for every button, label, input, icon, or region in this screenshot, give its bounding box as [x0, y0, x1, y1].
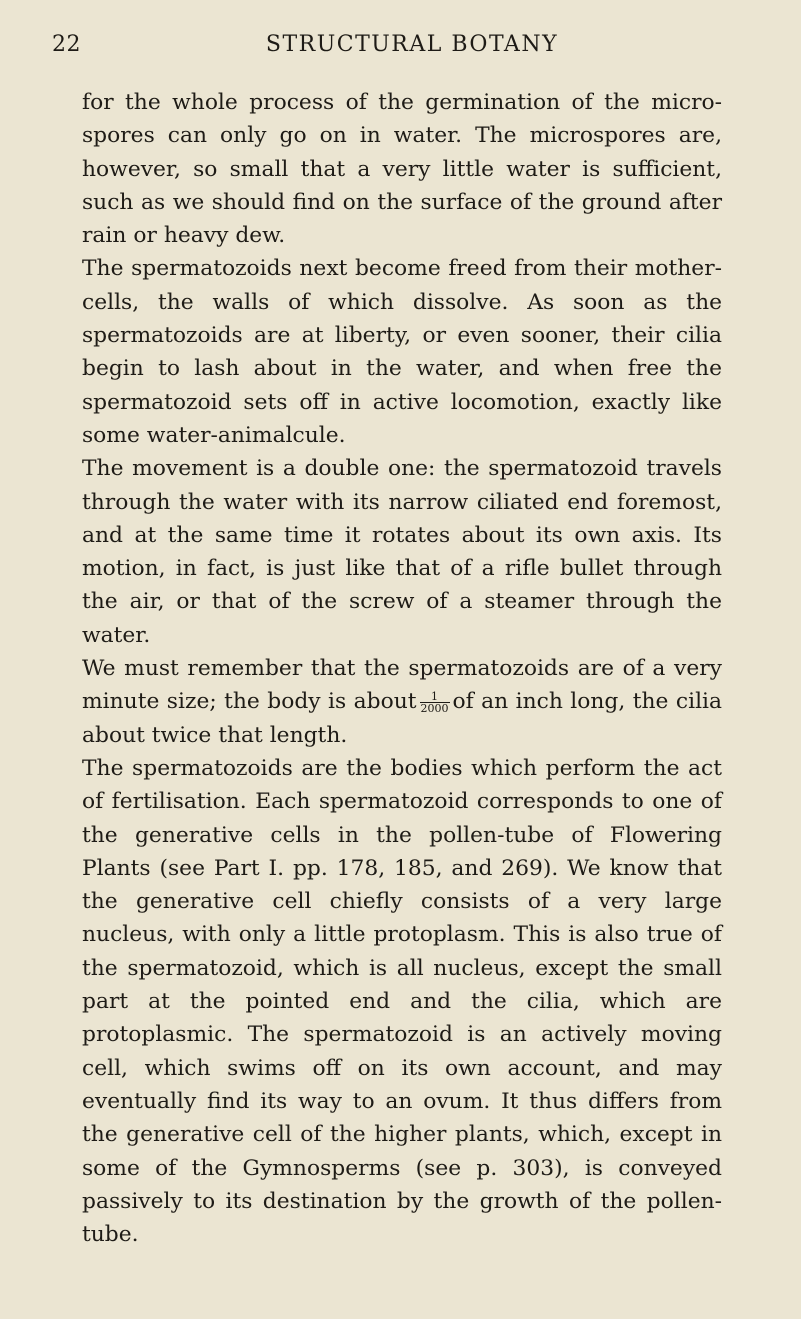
page-number: 22 [52, 32, 81, 57]
size-text-before: We must remember that the spermatozoids are of a very minute size; the body is about [82, 656, 722, 715]
size-text-after: of an inch long, the cilia about twice that length. [82, 689, 723, 748]
page-header [52, 32, 752, 66]
paragraph-movement: The movement is a double one: the spermatozoid travels through the water with its narrow ciliated end foremost, and at the same time it rotates about its own axis. Its motion, in fact, is just like that of a rifle bullet through the air, or that of the screw of a steamer through the water. [82, 456, 722, 648]
fraction-denominator: 2000 [420, 701, 449, 715]
paragraph-minute-size [82, 652, 722, 752]
fraction-numerator: 1 [420, 691, 450, 703]
paragraph-germination: for the whole process of the germination of the micro-spores can only go on in water. The microspores are, however, so small that a very little water is sufficient, such as we should find on the surface of the ground after rain or heavy dew. [82, 90, 722, 249]
fraction-size [420, 691, 450, 714]
running-title: STRUCTURAL BOTANY [265, 32, 559, 57]
paragraph-fertilisation: The spermatozoids are the bodies which perform the act of fertilisation. Each spermatozoid corresponds to one of the generative cells in the pollen-tube of Flowering Plants (see Part I. pp. 178, 185, and 269). We know that the generative cell chiefly consists of a very large nucleus, with only a little protoplasm. This is also true of the spermatozoid, which is all nucleus, except the small part at the pointed end and the cilia, which are protoplasmic. The spermatozoid is an actively moving cell, which swims off on its own account, and may eventually find its way to an ovum. It thus differs from the generative cell of the higher plants, which, except in some of the Gymnosperms (see p. 303), is conveyed passively to its destination by the growth of the pollen-tube. [82, 755, 722, 1248]
paragraph-spermatozoids-freed: The spermatozoids next become freed from their mother-cells, the walls of which dissolve. As soon as the spermatozoids are at liberty, or even sooner, their cilia begin to lash about in the water, and when free the spermatozoid sets off in active locomotion, exactly like some water-animalcule. [82, 256, 722, 448]
body-text [82, 86, 722, 1251]
